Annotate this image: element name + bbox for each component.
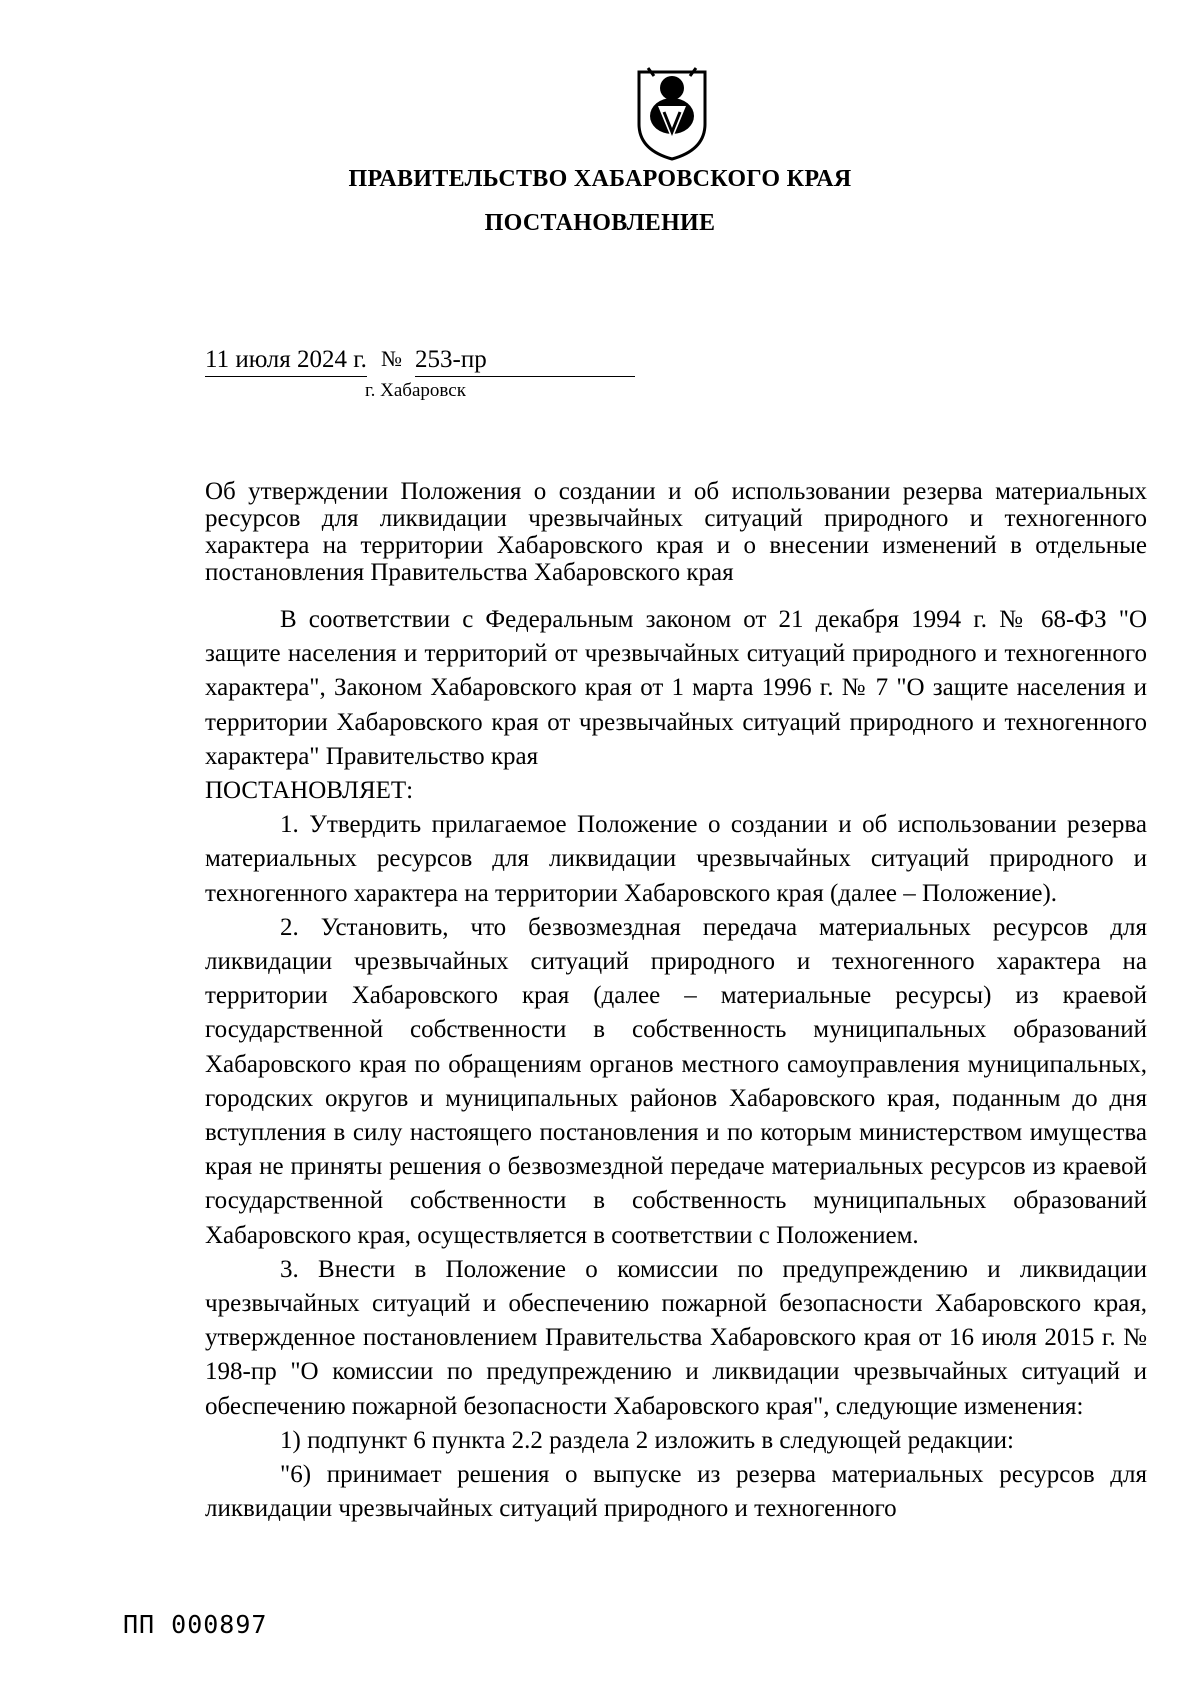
- document-city: г. Хабаровск: [365, 380, 466, 401]
- coat-of-arms-icon: [634, 62, 710, 162]
- item-paragraph-1: 1. Утвердить прилагаемое Положение о создании и об использовании резерва материальных ресурсов для ликвидации чрезвычайных ситуаций природного и техногенного характера на территории Хабаровского края (далее – Положение).: [205, 811, 1147, 907]
- intro-paragraph: В соответствии с Федеральным законом от 21 декабря 1994 г. № 68-ФЗ "О защите населения и территорий от чрезвычайных ситуаций природного и техногенного характера", Законом Хабаровского края от 1 марта 1996 г. № 7 "О защите населения и территории Хабаровского края от чрезвычайных ситуаций природного и техногенного характера" Правительство края: [205, 606, 1147, 770]
- organization-title: ПРАВИТЕЛЬСТВО ХАБАРОВСКОГО КРАЯ: [348, 166, 852, 192]
- subitem-paragraph-1: 1) подпункт 6 пункта 2.2 раздела 2 изложить в следующей редакции:: [280, 1426, 1014, 1454]
- item-paragraph-3: 3. Внести в Положение о комиссии по предупреждению и ликвидации чрезвычайных ситуаций и обеспечению пожарной безопасности Хабаровского края, утвержденное постановлением Правительства Хабаровского края от 16 июля 2015 г. № 198-пр "О комиссии по предупреждению и ликвидации чрезвычайных ситуаций и обеспечению пожарной безопасности Хабаровского края", следующие изменения:: [205, 1255, 1147, 1420]
- number-sign: №: [381, 346, 402, 371]
- document-number: 253-пр: [415, 346, 635, 377]
- document-type-title: ПОСТАНОВЛЕНИЕ: [484, 210, 716, 236]
- document-body: [205, 603, 1147, 1526]
- quoted-paragraph: "6) принимает решения о выпуске из резерва материальных ресурсов для ликвидации чрезвычайных ситуаций природного и техногенного: [205, 1461, 1147, 1523]
- document-subject: Об утверждении Положения о создании и об использовании резерва материальных ресурсов для ликвидации чрезвычайных ситуаций природного и техногенного характера на территории Хабаровского края и о внесении изменений в отдельные постановления Правительства Хабаровского края: [205, 478, 1147, 586]
- decree-word: ПОСТАНОВЛЯЕТ:: [205, 777, 414, 805]
- page-stamp-number: ПП 000897: [123, 1610, 268, 1639]
- item-paragraph-2: 2. Установить, что безвозмездная передача материальных ресурсов для ликвидации чрезвычайных ситуаций природного и техногенного характера на территории Хабаровского края (далее – материальные ресурсы) из краевой государственной собственности в собственность муниципальных образований Хабаровского края по обращениям органов местного самоуправления муниципальных, городских округов и муниципальных районов Хабаровского края, поданным до дня вступления в силу настоящего постановления и по которым министерством имущества края не приняты решения о безвозмездной передаче материальных ресурсов из краевой государственной собственности в собственность муниципальных образований Хабаровского края, осуществляется в соответствии с Положением.: [205, 913, 1147, 1249]
- document-date: 11 июля 2024 г.: [205, 346, 367, 377]
